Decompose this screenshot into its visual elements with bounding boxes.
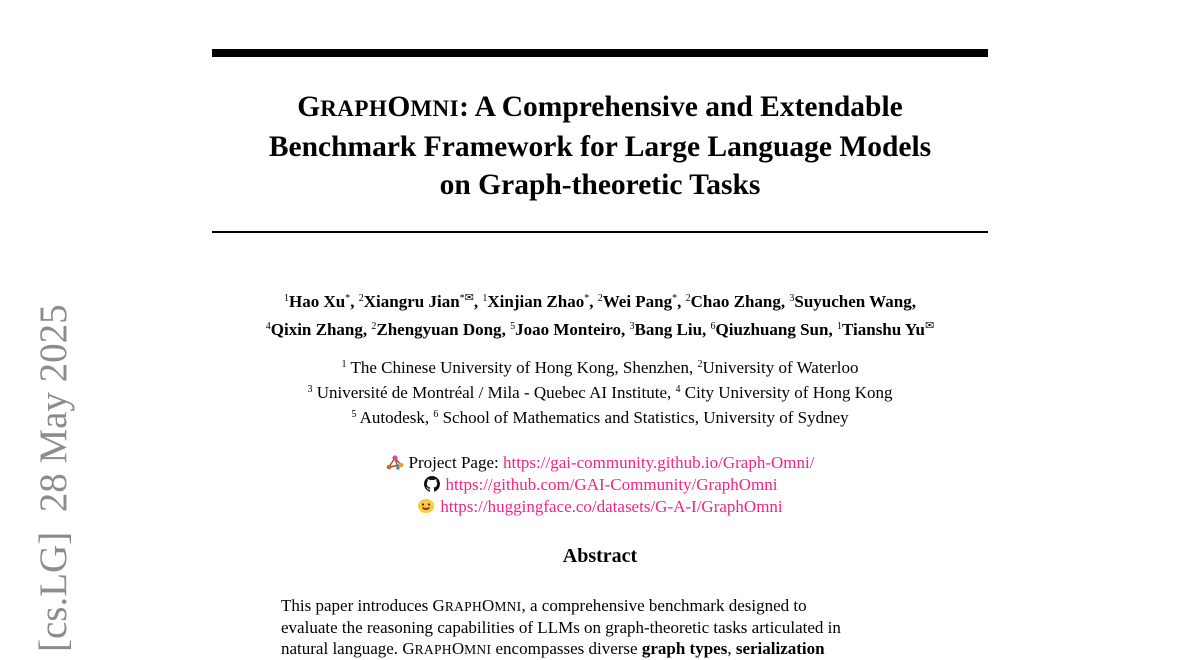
abstract-line-1: This paper introduces GRAPHOMNI, a comprehensive benchmark designed to (281, 596, 807, 615)
envelope-icon: ✉ (925, 320, 935, 332)
author: $^2$Chao Zhang, (685, 292, 790, 311)
author: $^1$Tianshu Yu✉ (836, 320, 935, 339)
resource-links (200, 452, 1000, 518)
affiliation-line-2: $^3$ Université de Montréal / Mila - Quebec AI Institute, $^4$ City University of Hong Kong (307, 383, 893, 402)
abstract-heading: Abstract (562, 545, 638, 567)
title-line-3: on Graph-theoretic Tasks (439, 169, 761, 201)
title-line-2: Benchmark Framework for Large Language Models (268, 131, 932, 163)
affiliation-line-1: $^1$ The Chinese University of Hong Kong, Shenzhen, $^2$University of Waterloo (341, 358, 859, 377)
project-page-link[interactable]: https://gai-community.github.io/Graph-Omni/ (502, 453, 815, 472)
title-bottom-rule (212, 231, 988, 233)
project-page-label: Project Page: (408, 453, 503, 472)
abstract-body (281, 595, 921, 660)
project-page-line (200, 452, 1000, 474)
author: $^4$Qixin Zhang, (265, 320, 372, 339)
author: $^3$Bang Liu, (629, 320, 711, 339)
author: $^6$Qiuzhuang Sun, (710, 320, 837, 339)
author-line-1 (200, 286, 1000, 314)
author-list (200, 286, 1000, 342)
github-line (200, 474, 1000, 496)
author: $^1$Xinjian Zhao*, (482, 292, 598, 311)
author: $^2$Xiangru Jian*✉, (358, 292, 483, 311)
affiliation-line-3: $^5$ Autodesk, $^6$ School of Mathematics and Statistics, University of Sydney (351, 408, 849, 427)
author: $^5$Joao Monteiro, (510, 320, 630, 339)
github-link[interactable]: https://github.com/GAI-Community/GraphOmni (445, 475, 778, 494)
arxiv-stamp (24, 300, 80, 660)
envelope-icon: ✉ (464, 292, 474, 304)
author: $^2$Wei Pang*, (597, 292, 686, 311)
abstract-line-2: evaluate the reasoning capabilities of LLMs on graph-theoretic tasks articulated in (281, 618, 841, 637)
huggingface-icon (417, 498, 435, 514)
graph-network-icon (386, 454, 404, 470)
author: $^1$Hao Xu*, (284, 292, 359, 311)
arxiv-stamp-text: [cs.LG] 28 May 2025 (32, 304, 75, 652)
affiliations (200, 354, 1000, 429)
paper-title (212, 88, 988, 204)
abstract-line-3: natural language. GRAPHOMNI encompasses diverse graph types, serialization (281, 639, 825, 658)
huggingface-link[interactable]: https://huggingface.co/datasets/G-A-I/GraphOmni (440, 497, 783, 516)
huggingface-line (200, 496, 1000, 518)
author-line-2 (200, 314, 1000, 342)
title-line-1: GRAPHOMNI: A Comprehensive and Extendable (297, 91, 903, 123)
github-icon (423, 476, 441, 492)
author: $^3$Suyuchen Wang, (789, 292, 916, 311)
title-top-rule (212, 49, 988, 57)
author: $^2$Zhengyuan Dong, (371, 320, 511, 339)
